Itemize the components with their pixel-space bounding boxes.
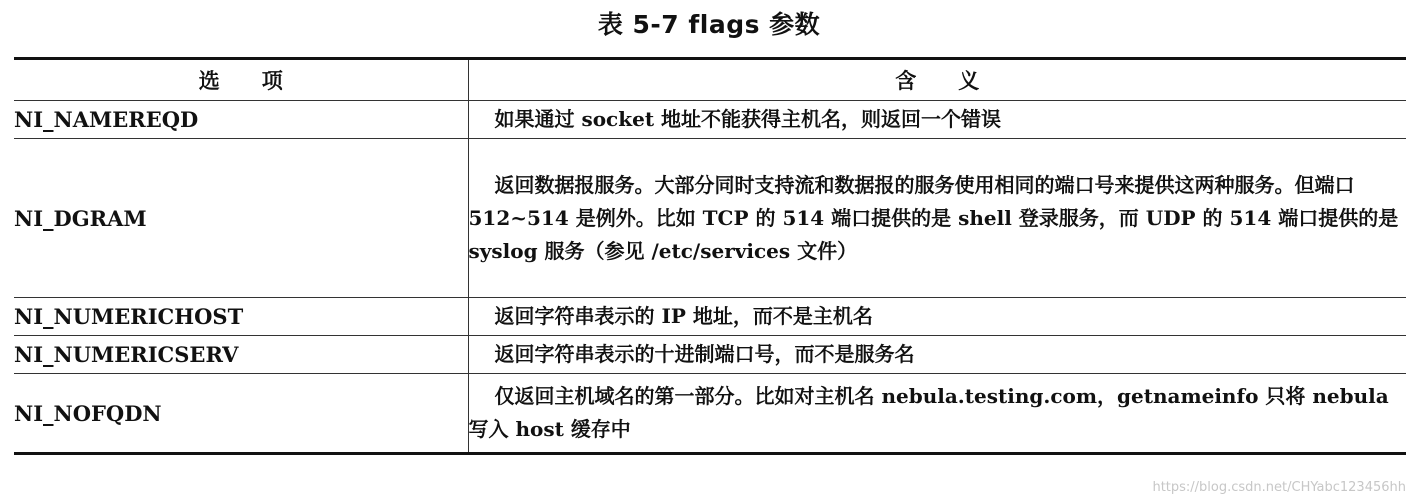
table-row (14, 101, 1406, 139)
watermark: https://blog.csdn.net/CHYabc123456hh (1152, 480, 1406, 495)
option-cell: NI_NAMEREQD (14, 101, 468, 139)
header-meaning: 含 义 (468, 59, 1406, 101)
option-cell: NI_NUMERICSERV (14, 336, 468, 374)
table-row (14, 298, 1406, 336)
table-row (14, 139, 1406, 298)
table-header-row (14, 59, 1406, 101)
table-row (14, 374, 1406, 454)
option-cell: NI_DGRAM (14, 139, 468, 298)
flags-table (14, 57, 1406, 455)
header-option: 选 项 (14, 59, 468, 101)
meaning-cell: 返回数据报服务。大部分同时支持流和数据报的服务使用相同的端口号来提供这两种服务。但端口 512~514 是例外。比如 TCP 的 514 端口提供的是 shell 登录服务，而 UDP 的 514 端口提供的是 syslog 服务（参见 /etc/services 文件） (468, 139, 1406, 298)
option-cell: NI_NUMERICHOST (14, 298, 468, 336)
table-caption: 表 5-7 flags 参数 (597, 10, 821, 39)
option-cell: NI_NOFQDN (14, 374, 468, 454)
meaning-cell: 仅返回主机域名的第一部分。比如对主机名 nebula.testing.com，getnameinfo 只将 nebula 写入 host 缓存中 (468, 374, 1406, 454)
meaning-cell: 如果通过 socket 地址不能获得主机名，则返回一个错误 (468, 101, 1406, 139)
table-row (14, 336, 1406, 374)
meaning-cell: 返回字符串表示的十进制端口号，而不是服务名 (468, 336, 1406, 374)
meaning-cell: 返回字符串表示的 IP 地址，而不是主机名 (468, 298, 1406, 336)
